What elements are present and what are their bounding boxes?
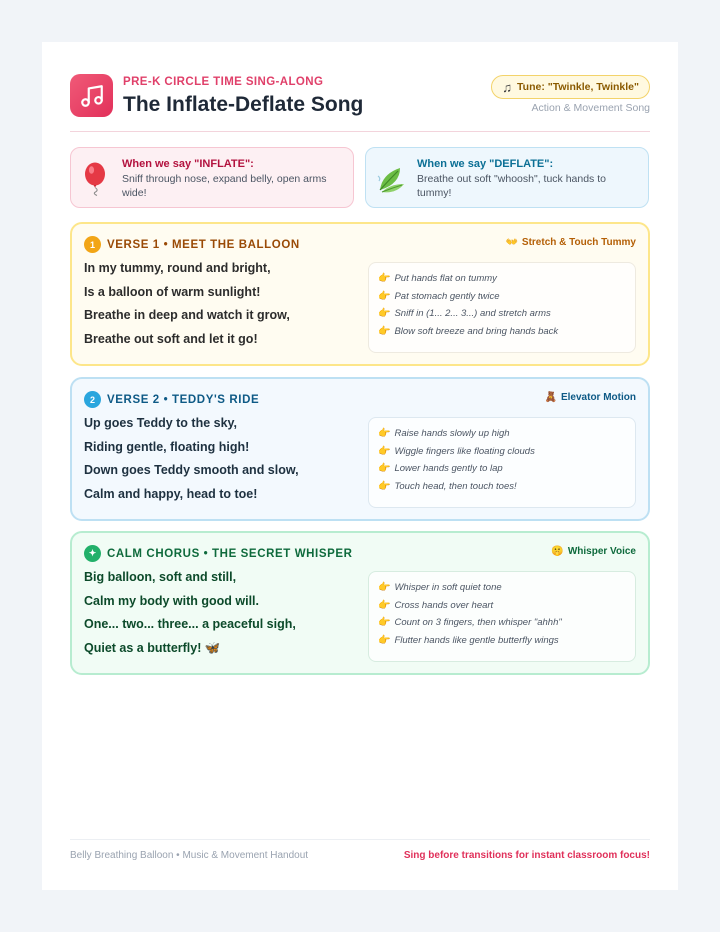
lyric-line-with-icon	[84, 641, 354, 655]
verse-number-badge: 1	[84, 236, 101, 253]
action-item	[378, 446, 635, 457]
lyric-line: Calm and happy, head to toe!	[84, 487, 258, 502]
verse-1-card	[70, 222, 650, 366]
action-item	[378, 291, 635, 302]
lyric-line: Breathe in deep and watch it grow,	[84, 308, 290, 323]
lyric-line: One... two... three... a peaceful sigh,	[84, 617, 296, 632]
pointing-hand-icon: 👉	[378, 290, 391, 302]
action-text: Wiggle fingers like floating clouds	[394, 445, 535, 457]
action-item	[378, 600, 635, 611]
action-list	[368, 571, 636, 662]
verse-2-card	[70, 377, 650, 521]
verse-title: VERSE 1 • MEET THE BALLOON	[107, 238, 300, 251]
verse-title: CALM CHORUS • THE SECRET WHISPER	[107, 547, 353, 560]
lyric-line: Breathe out soft and let it go!	[84, 332, 258, 347]
music-notes-icon: ♫	[502, 79, 513, 95]
action-text: Lower hands gently to lap	[394, 463, 503, 475]
action-list	[368, 417, 636, 508]
pointing-hand-icon: 👉	[378, 582, 391, 593]
pointing-hand-icon: 👉	[378, 428, 391, 439]
balloon-icon	[81, 162, 111, 196]
pointing-hand-icon: 👉	[378, 308, 391, 320]
deflate-cue-text: Breathe out soft "whoosh", tuck hands to tummy!	[417, 173, 606, 199]
lyric-line: Down goes Teddy smooth and slow,	[84, 463, 299, 478]
verse-title: VERSE 2 • TEDDY'S RIDE	[107, 393, 260, 406]
footer-tip: Sing before transitions for instant classroom focus!	[403, 850, 650, 861]
tune-label: Tune: "Twinkle, Twinkle"	[517, 81, 639, 93]
action-text: Count on 3 fingers, then whisper "ahhh"	[394, 617, 562, 629]
inflate-cue-text: Sniff through nose, expand belly, open arms wide!	[122, 173, 327, 199]
music-note-icon	[70, 74, 113, 117]
action-text: Whisper in soft quiet tone	[394, 582, 502, 593]
footer-credit: Belly Breathing Balloon • Music & Movement Handout	[70, 850, 309, 861]
action-item	[378, 326, 635, 337]
action-text: Put hands flat on tummy	[394, 273, 497, 284]
footer	[70, 839, 650, 867]
tune-badge	[491, 75, 650, 99]
action-text: Cross hands over heart	[394, 599, 494, 611]
deflate-cue-card	[365, 147, 649, 208]
lyric-line: Riding gentle, floating high!	[84, 439, 250, 454]
verse-movement-label: Elevator Motion	[560, 392, 636, 403]
action-item	[378, 617, 635, 628]
butterfly-icon: 🦋	[204, 641, 221, 656]
verse-movement-label: Whisper Voice	[567, 546, 636, 557]
action-text: Raise hands slowly up high	[394, 428, 510, 439]
verse-movement-label: Stretch & Touch Tummy	[521, 237, 636, 248]
verse-movement-tag	[545, 392, 636, 403]
lyric-line: Is a balloon of warm sunlight!	[84, 284, 261, 299]
action-list	[368, 262, 636, 353]
inflate-cue-card	[70, 147, 354, 208]
lyric-line: In my tummy, round and bright,	[84, 261, 271, 275]
action-text: Touch head, then touch toes!	[394, 481, 517, 493]
verse-header	[84, 545, 353, 562]
lyrics	[84, 261, 354, 356]
action-item	[378, 635, 635, 646]
pointing-hand-icon: 👉	[378, 617, 391, 629]
action-text: Flutter hands like gentle butterfly wings	[394, 635, 559, 647]
action-item	[378, 273, 635, 284]
whisper-face-icon: 🤫	[551, 546, 564, 557]
inflate-cue-title: When we say "INFLATE":	[122, 158, 254, 170]
action-item	[378, 481, 635, 492]
pointing-hand-icon: 👉	[378, 445, 391, 457]
header	[70, 74, 650, 132]
hands-icon: 👐	[505, 237, 518, 248]
pointing-hand-icon: 👉	[378, 463, 391, 475]
pointing-hand-icon: 👉	[378, 326, 391, 338]
deflate-cue-title: When we say "DEFLATE":	[417, 158, 554, 170]
pointing-hand-icon: 👉	[378, 635, 391, 647]
lyrics	[84, 570, 354, 665]
verse-header	[84, 391, 259, 408]
action-item	[378, 582, 635, 593]
lyrics	[84, 416, 354, 511]
action-item	[378, 308, 635, 319]
action-item	[378, 463, 635, 474]
action-text: Blow soft breeze and bring hands back	[394, 326, 559, 338]
lyric-line: Quiet as a butterfly!	[84, 641, 202, 656]
verse-header	[84, 236, 300, 253]
action-item	[378, 428, 635, 439]
page-title: The Inflate-Deflate Song	[123, 93, 364, 116]
lyric-line: Big balloon, soft and still,	[84, 570, 237, 584]
teddy-bear-icon: 🧸	[544, 392, 557, 403]
action-text: Sniff in (1... 2... 3...) and stretch arms	[394, 308, 551, 320]
verse-movement-tag	[505, 237, 636, 248]
pointing-hand-icon: 👉	[378, 481, 391, 493]
lyric-line: Calm my body with good will.	[84, 593, 260, 608]
verse-number-badge: 2	[84, 391, 101, 408]
verse-movement-tag	[551, 546, 636, 557]
kicker-label: PRE-K CIRCLE TIME SING-ALONG	[123, 76, 324, 88]
lyric-line: Up goes Teddy to the sky,	[84, 416, 238, 430]
leaves-icon	[376, 162, 406, 196]
pointing-hand-icon: 👉	[378, 599, 391, 611]
chorus-card	[70, 531, 650, 675]
pointing-hand-icon: 👉	[378, 273, 391, 284]
handout-page	[42, 42, 678, 890]
sparkle-badge: ✦	[84, 545, 101, 562]
action-text: Pat stomach gently twice	[394, 290, 500, 302]
subtitle: Action & Movement Song	[531, 102, 650, 114]
